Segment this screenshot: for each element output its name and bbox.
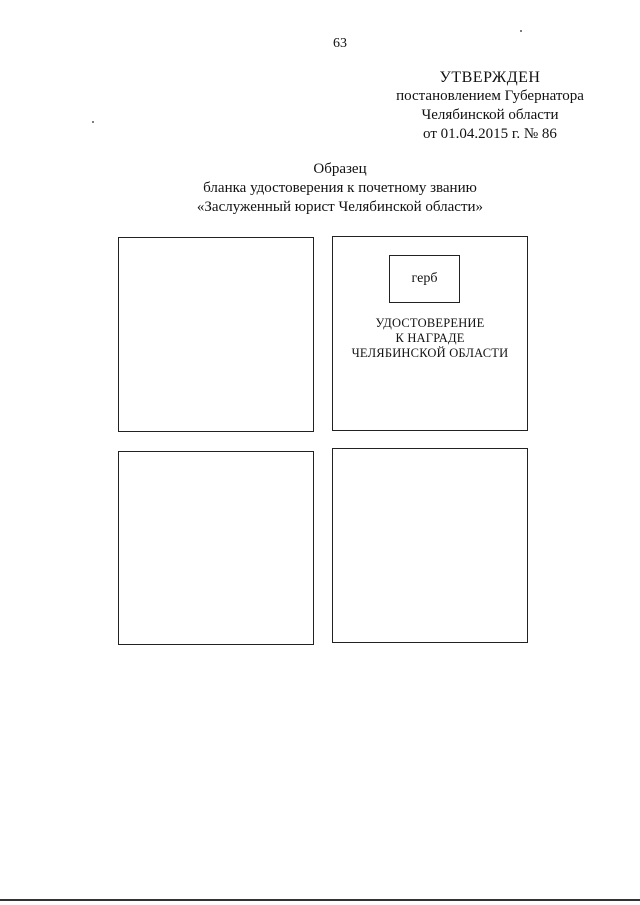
document-title xyxy=(0,160,640,217)
certificate-line-3: ЧЕЛЯБИНСКОЙ ОБЛАСТИ xyxy=(351,346,509,360)
form-panel-bottom-left xyxy=(118,451,314,645)
title-line-3: «Заслуженный юрист Челябинской области» xyxy=(196,199,484,215)
scan-speck xyxy=(520,30,522,32)
emblem-label: герб xyxy=(411,271,438,286)
approval-block xyxy=(380,68,600,144)
certificate-title xyxy=(332,316,528,361)
approval-heading: УТВЕРЖДЕН xyxy=(439,69,541,86)
title-line-2: бланка удостоверения к почетному званию xyxy=(203,180,477,196)
page-number: 63 xyxy=(333,36,347,51)
approval-line-2: Челябинской области xyxy=(421,107,559,123)
emblem-placeholder xyxy=(389,255,460,303)
title-line-1: Образец xyxy=(313,161,367,177)
scan-speck xyxy=(92,121,94,123)
form-panel-bottom-right xyxy=(332,448,528,643)
scan-bottom-edge xyxy=(0,899,640,901)
form-panel-top-left xyxy=(118,237,314,432)
certificate-line-2: К НАГРАДЕ xyxy=(395,331,465,345)
approval-line-3: от 01.04.2015 г. № 86 xyxy=(423,126,557,142)
approval-line-1: постановлением Губернатора xyxy=(396,88,584,104)
certificate-line-1: УДОСТОВЕРЕНИЕ xyxy=(375,316,485,330)
